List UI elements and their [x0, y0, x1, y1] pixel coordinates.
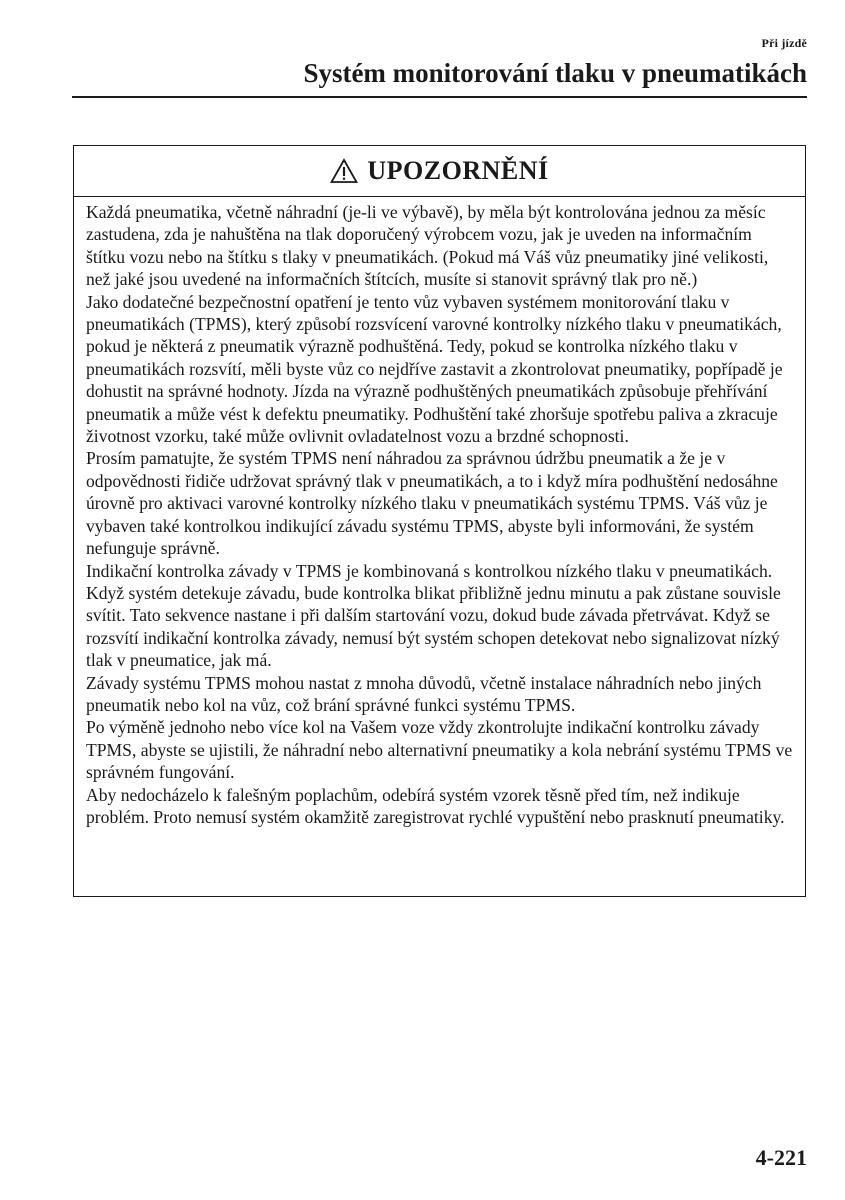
- section-label: Při jízdě: [761, 36, 807, 50]
- warning-title: UPOZORNĚNÍ: [367, 156, 549, 185]
- warning-paragraph: Aby nedocházelo k falešným poplachům, odebírá systém vzorek těsně před tím, než indikuje problém. Proto nemusí systém okamžitě zaregistrovat rychlé vypuštění nebo prasknutí pneumatiky.: [86, 784, 785, 827]
- title-divider: [72, 96, 807, 98]
- page-number: 4-221: [755, 1145, 807, 1170]
- warning-paragraph: Každá pneumatika, včetně náhradní (je-li ve výbavě), by měla být kontrolována jednou za měsíc zastudena, zda je nahuštěna na tlak doporučený výrobcem vozu, jak je uveden na informačním štítku vozu nebo na štítku s tlaky v pneumatikách. (Pokud má Váš vůz pneumatiky jiné velikosti, než jaké jsou uvedené na informačních štítcích, musíte si stanovit správný tlak pro ně.): [86, 202, 769, 290]
- page-title: Systém monitorování tlaku v pneumatikách: [303, 58, 807, 88]
- warning-paragraph: Prosím pamatujte, že systém TPMS není náhradou za správnou údržbu pneumatik a že je v odpovědnosti řidiče udržovat správný tlak v pneumatikách, a to i když míra podhuštění nedosáhne úrovně pro aktivaci varovné kontrolky nízkého tlaku v pneumatikách systému TPMS. Váš vůz je vybaven také kontrolkou indikující závadu systému TPMS, abyste byli informováni, že systém nefunguje správně.: [86, 448, 778, 559]
- warning-body: [74, 197, 805, 828]
- warning-paragraph: Indikační kontrolka závady v TPMS je kombinovaná s kontrolkou nízkého tlaku v pneumatikách. Když systém detekuje závadu, bude kontrolka blikat přibližně jednu minutu a pak zůstane souvisle svítit. Tato sekvence nastane i při dalším startování vozu, dokud bude závada přetrvávat. Když se rozsvítí indikační kontrolka závady, nemusí být systém schopen detekovat nebo signalizovat nízký tlak v pneumatice, jak má.: [86, 560, 781, 671]
- warning-box: [73, 145, 806, 897]
- warning-triangle-icon: [330, 158, 358, 184]
- warning-paragraph: Závady systému TPMS mohou nastat z mnoha důvodů, včetně instalace náhradních nebo jiných pneumatik nebo kol na vůz, což brání správné funkci systému TPMS.: [86, 672, 762, 715]
- warning-paragraph: Po výměně jednoho nebo více kol na Vašem voze vždy zkontrolujte indikační kontrolku závady TPMS, abyste se ujistili, že náhradní nebo alternativní pneumatiky a kola nebrání systému TPMS ve správném fungování.: [86, 717, 793, 783]
- warning-paragraph: Jako dodatečné bezpečnostní opatření je tento vůz vybaven systémem monitorování tlaku v pneumatikách (TPMS), který způsobí rozsvícení varovné kontrolky nízkého tlaku v pneumatikách, pokud je některá z pneumatik výrazně podhuštěná. Tedy, pokud se kontrolka nízkého tlaku v pneumatikách rozsvítí, měli byste vůz co nejdříve zastavit a zkontrolovat pneumatiky, popřípadě je dohustit na správné hodnoty. Jízda na výrazně podhuštěných pneumatikách způsobuje přehřívání pneumatik a může vést k defektu pneumatiky. Podhuštění také zhoršuje spotřebu paliva a zkracuje životnost vzorku, také může ovlivnit ovladatelnost vozu a brzdné schopnosti.: [86, 291, 783, 447]
- warning-header: [74, 146, 805, 197]
